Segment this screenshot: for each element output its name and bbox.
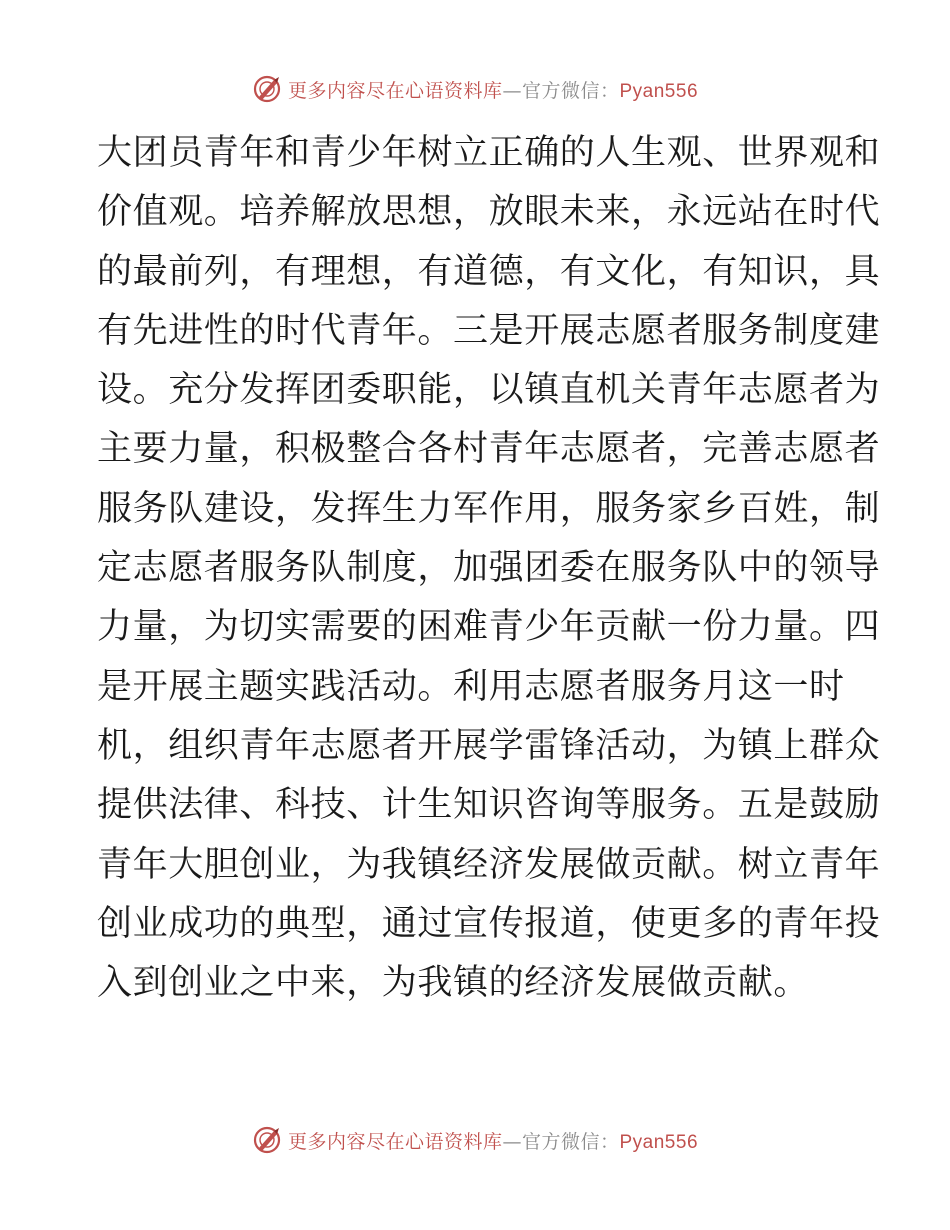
watermark-official: 官方微信：: [521, 1130, 620, 1153]
watermark-brand: 更多内容尽在心语资料库: [287, 79, 503, 102]
text-line: 入到创业之中来，为我镇的经济发展做贡献。: [97, 963, 810, 1004]
quill-pen-logo-icon: [252, 74, 282, 104]
text-line: 力量，为切实需要的困难青少年贡献一份力量。四: [97, 607, 881, 648]
text-line: 青年大胆创业，为我镇经济发展做贡献。树立青年: [97, 844, 881, 885]
text-line: 有先进性的时代青年。三是开展志愿者服务制度建: [97, 310, 881, 351]
watermark-wechat-id: Pyan556: [619, 1131, 699, 1153]
watermark-text: [288, 76, 698, 103]
text-line: 定志愿者服务队制度，加强团委在服务队中的领导: [97, 548, 881, 589]
watermark-official: 官方微信：: [521, 79, 620, 102]
text-line: 设。充分发挥团委职能，以镇直机关青年志愿者为: [97, 370, 881, 411]
watermark-wechat-id: Pyan556: [619, 80, 699, 102]
text-line: 机，组织青年志愿者开展学雷锋活动，为镇上群众: [97, 725, 881, 766]
text-line: 大团员青年和青少年树立正确的人生观、世界观和: [97, 133, 881, 173]
text-line: 创业成功的典型，通过宣传报道，使更多的青年投: [97, 903, 881, 944]
document-body: [97, 124, 881, 1013]
text-line: 提供法律、科技、计生知识咨询等服务。五是鼓励: [97, 785, 881, 826]
text-line: 是开展主题实践活动。利用志愿者服务月这一时: [97, 666, 845, 707]
watermark-text: [288, 1127, 698, 1154]
header-watermark: [0, 72, 950, 106]
text-line: 主要力量，积极整合各村青年志愿者，完善志愿者: [97, 429, 881, 470]
footer-watermark: [0, 1123, 950, 1157]
watermark-separator: —: [502, 1130, 522, 1153]
text-line: 的最前列，有理想，有道德，有文化，有知识，具: [97, 251, 881, 292]
watermark-separator: —: [502, 79, 522, 102]
watermark-brand: 更多内容尽在心语资料库: [287, 1130, 503, 1153]
text-line: 服务队建设，发挥生力军作用，服务家乡百姓，制: [97, 488, 881, 529]
text-line: 价值观。培养解放思想，放眼未来，永远站在时代: [97, 192, 881, 233]
quill-pen-logo-icon: [252, 1125, 282, 1155]
